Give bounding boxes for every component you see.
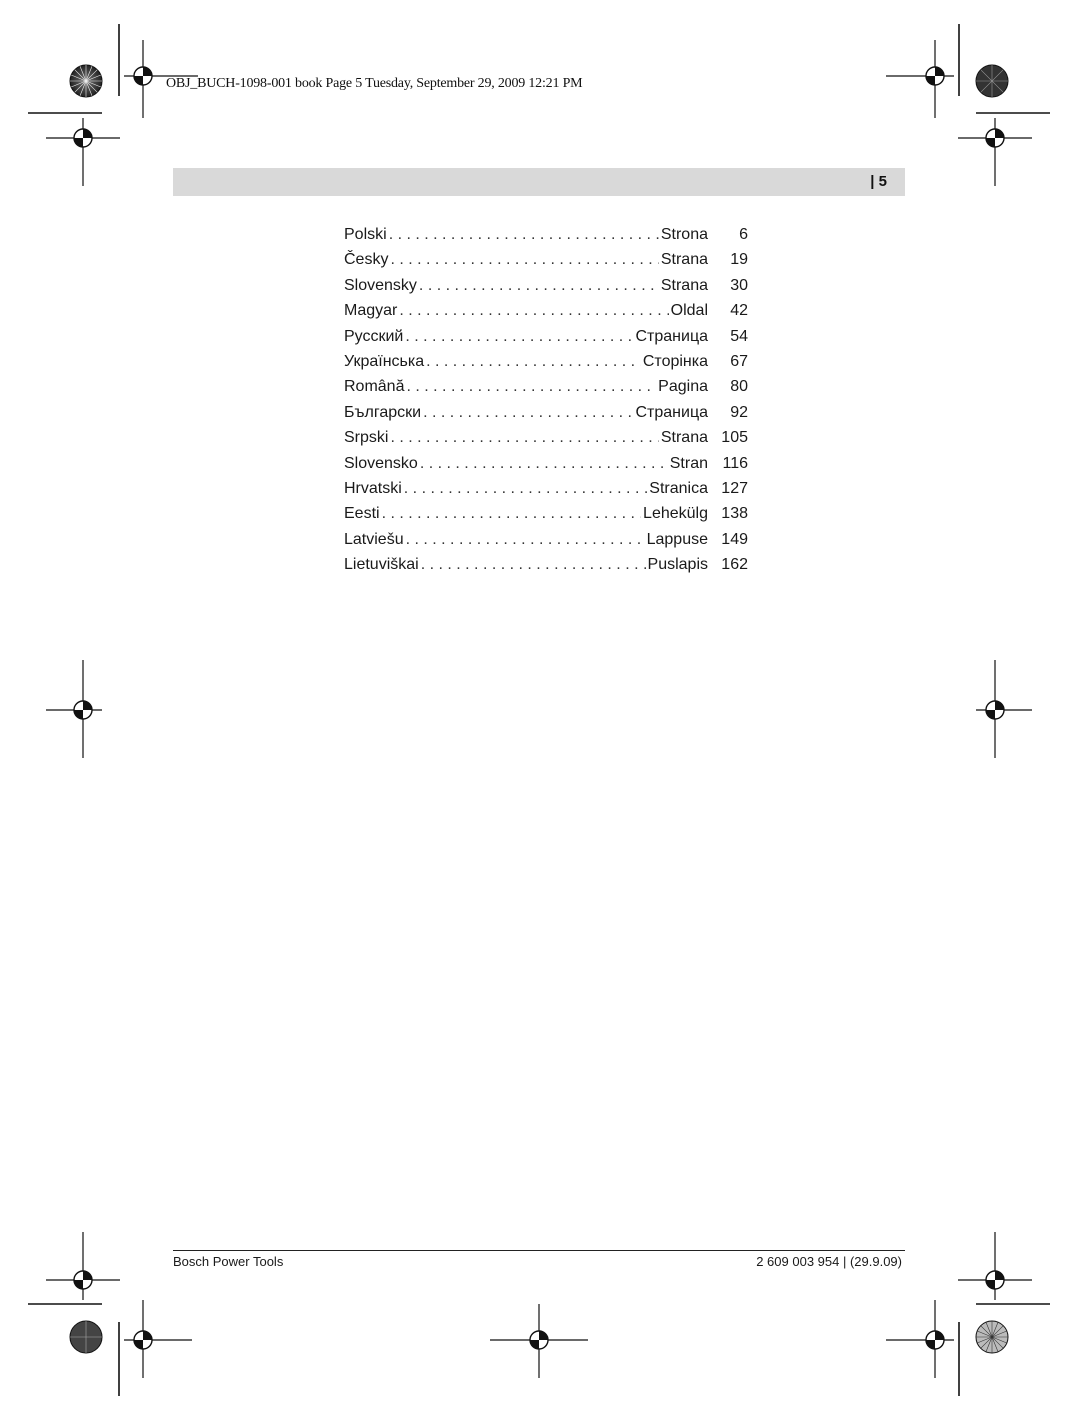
toc-page-number: 162: [721, 556, 748, 574]
toc-dot-leader: [419, 273, 659, 298]
toc-dot-leader: [423, 400, 633, 425]
toc-language: Русский: [344, 327, 404, 345]
registration-mark-middle-right: [976, 660, 1032, 758]
registration-mark-bottom-right-inner: [958, 1232, 1050, 1304]
toc-dot-leader: [406, 374, 656, 399]
registration-mark-bottom-left-inner: [28, 1232, 120, 1304]
toc-language: Eesti: [344, 505, 380, 523]
table-of-contents: [344, 222, 748, 577]
toc-row[interactable]: [344, 552, 748, 577]
toc-page-number: 54: [730, 327, 748, 345]
toc-row[interactable]: [344, 298, 748, 323]
toc-page-word: Страница: [635, 327, 708, 345]
toc-language: Latviešu: [344, 530, 404, 548]
toc-page-word: Lappuse: [646, 530, 708, 548]
toc-language: Srpski: [344, 429, 389, 447]
toc-page-number: 30: [730, 276, 748, 294]
toc-dot-leader: [389, 222, 659, 247]
toc-page-word: Puslapis: [647, 556, 708, 574]
registration-mark-top-left-outer: [119, 24, 198, 118]
toc-page-number: 19: [730, 251, 748, 269]
toc-row[interactable]: [344, 222, 748, 247]
registration-mark-top-left-inner: [28, 113, 120, 186]
registration-mark-top-right-outer: [886, 24, 959, 118]
toc-row[interactable]: [344, 425, 748, 450]
toc-dot-leader: [406, 527, 645, 552]
registration-mark-bottom-center: [490, 1304, 588, 1378]
color-target-top-left: [70, 65, 102, 97]
toc-page-number: 138: [721, 505, 748, 523]
toc-language: Български: [344, 403, 422, 421]
toc-page-number: 92: [730, 403, 748, 421]
toc-page-word: Strana: [660, 276, 708, 294]
print-slug: OBJ_BUCH-1098-001 book Page 5 Tuesday, September 29, 2009 12:21 PM: [166, 76, 583, 91]
toc-language: Magyar: [344, 302, 398, 320]
toc-dot-leader: [390, 425, 658, 450]
toc-language: Česky: [344, 251, 389, 269]
toc-dot-leader: [382, 501, 641, 526]
toc-dot-leader: [420, 451, 668, 476]
toc-dot-leader: [390, 247, 658, 272]
toc-language: Lietuviškai: [344, 556, 419, 574]
registration-mark-bottom-left-outer: [119, 1300, 192, 1396]
toc-row[interactable]: [344, 247, 748, 272]
footer-rule: [173, 1250, 905, 1251]
toc-page-word: Strona: [660, 226, 708, 243]
toc-dot-leader: [399, 298, 668, 323]
toc-page-word: Страница: [635, 403, 708, 421]
toc-row[interactable]: [344, 451, 748, 476]
color-target-bottom-left: [70, 1321, 102, 1353]
color-target-top-right: [976, 65, 1008, 97]
toc-row[interactable]: [344, 501, 748, 526]
toc-page-word: Strana: [660, 251, 708, 269]
toc-page-number: 80: [730, 378, 748, 396]
toc-page-word: Stranica: [649, 479, 708, 497]
toc-page-word: Сторінка: [642, 352, 708, 370]
toc-language: Slovensky: [344, 276, 417, 294]
toc-dot-leader: [426, 349, 641, 374]
toc-page-number: 127: [721, 479, 748, 497]
page-header-band: [173, 168, 905, 196]
page-number: | 5: [870, 173, 887, 190]
toc-page-number: 149: [721, 530, 748, 548]
toc-page-word: Oldal: [670, 302, 708, 320]
toc-dot-leader: [421, 552, 646, 577]
toc-page-word: Lehekülg: [643, 505, 708, 523]
footer-document-number: 2 609 003 954 | (29.9.09): [756, 1254, 902, 1269]
registration-mark-bottom-right-outer: [886, 1300, 959, 1396]
toc-page-number: 116: [722, 454, 748, 472]
toc-language: Hrvatski: [344, 479, 402, 497]
toc-page-word: Stran: [669, 454, 708, 472]
footer-publisher: Bosch Power Tools: [173, 1254, 284, 1269]
toc-language: Українська: [344, 352, 425, 370]
toc-row[interactable]: [344, 349, 748, 374]
toc-language: Română: [344, 378, 405, 396]
registration-mark-top-right-inner: [958, 113, 1050, 186]
toc-language: Slovensko: [344, 454, 418, 472]
toc-row[interactable]: [344, 400, 748, 425]
toc-row[interactable]: [344, 374, 748, 399]
toc-page-number: 105: [721, 429, 748, 447]
toc-row[interactable]: [344, 273, 748, 298]
toc-page-word: Strana: [660, 429, 708, 447]
toc-page-number: 42: [730, 302, 748, 320]
toc-row[interactable]: [344, 476, 748, 501]
toc-row[interactable]: [344, 527, 748, 552]
toc-row[interactable]: [344, 324, 748, 349]
toc-language: Polski: [344, 226, 387, 243]
toc-dot-leader: [405, 324, 633, 349]
toc-page-number: 67: [730, 352, 748, 370]
toc-dot-leader: [404, 476, 648, 501]
toc-page-word: Pagina: [658, 378, 708, 396]
color-target-bottom-right: [976, 1321, 1008, 1353]
toc-page-number: 6: [739, 226, 748, 243]
registration-mark-middle-left: [46, 660, 102, 758]
